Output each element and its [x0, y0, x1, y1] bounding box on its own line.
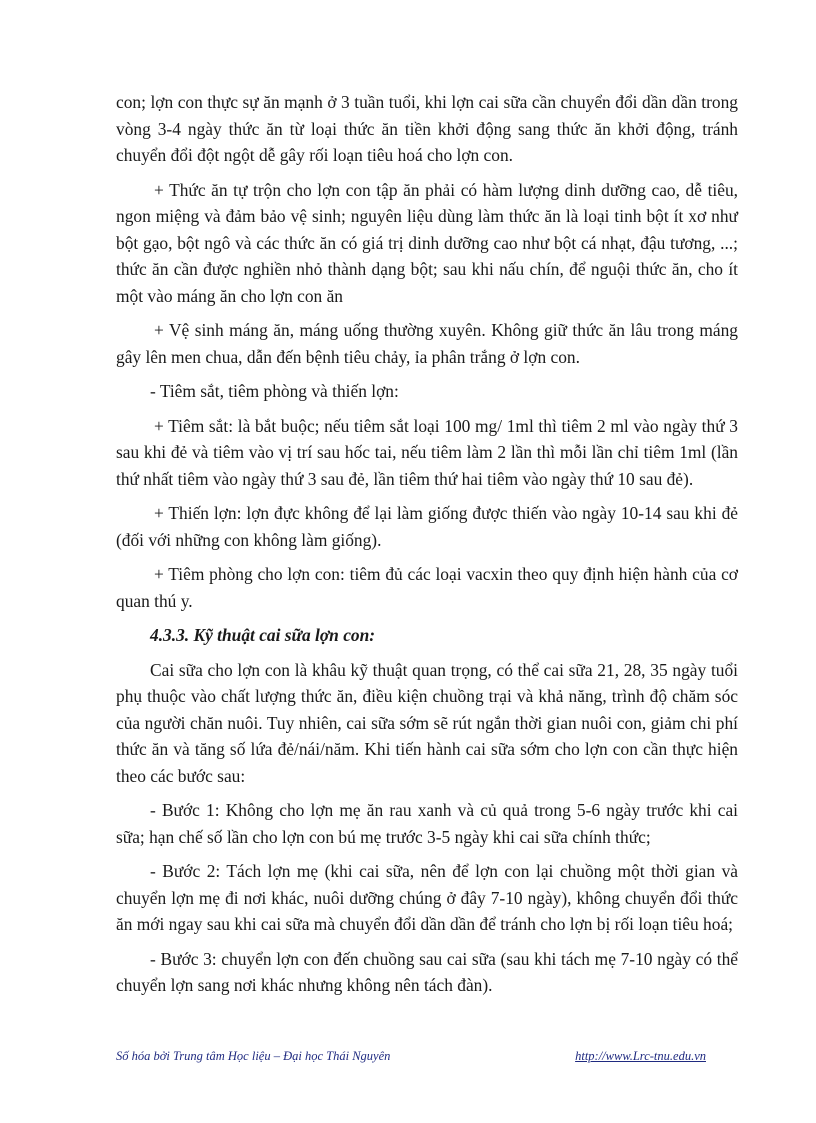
paragraph-iron-injection: + Tiêm sắt: là bắt buộc; nếu tiêm sắt loại 100 mg/ 1ml thì tiêm 2 ml vào ngày thứ 3 sau khi đẻ và tiêm vào vị trí sau hốc tai, nếu tiêm làm 2 lần thì mỗi lần chỉ tiêm 1ml (lần thứ nhất tiêm vào ngày thứ 3 sau đẻ, lần tiêm thứ hai tiêm vào ngày thứ 10 sau đẻ). — [116, 415, 738, 489]
paragraph-step-2: - Bước 2: Tách lợn mẹ (khi cai sữa, nên để lợn con lại chuồng một thời gian và chuyển lợn mẹ đi nơi khác, nuôi dưỡng chúng ở đây 7-10 ngày), không chuyển đổi thức ăn mới ngay sau khi cai sữa mà chuyển đổi dần dần để tránh cho lợn bị rối loạn tiêu hoá; — [116, 861, 738, 934]
paragraph-vaccination: + Tiêm phòng cho lợn con: tiêm đủ các loại vacxin theo quy định hiện hành của cơ quan thú y. — [116, 564, 738, 611]
section-heading: 4.3.3. Kỹ thuật cai sữa lợn con: — [150, 625, 376, 645]
paragraph-step-1: - Bước 1: Không cho lợn mẹ ăn rau xanh và củ quả trong 5-6 ngày trước khi cai sữa; hạn chế số lần cho lợn con bú mẹ trước 3-5 ngày khi cai sữa chính thức; — [116, 800, 738, 847]
page-footer — [116, 1049, 706, 1064]
paragraph-trough-hygiene: + Vệ sinh máng ăn, máng uống thường xuyên. Không giữ thức ăn lâu trong máng gây lên men chua, dẫn đến bệnh tiêu chảy, ỉa phân trắng ở lợn con. — [116, 320, 738, 367]
paragraph-step-3: - Bước 3: chuyển lợn con đến chuồng sau cai sữa (sau khi tách mẹ 7-10 ngày có thể chuyển lợn sang nơi khác nhưng không nên tách đàn). — [116, 948, 738, 995]
footer-link[interactable]: http://www.Lrc-tnu.edu.vn — [575, 1049, 706, 1063]
document-body — [116, 89, 738, 999]
paragraph-castration: + Thiến lợn: lợn đực không để lại làm giống được thiến vào ngày 10-14 sau khi đẻ (đối với những con không làm giống). — [116, 503, 738, 550]
paragraph-iron-vaccination-heading: - Tiêm sắt, tiêm phòng và thiến lợn: — [150, 381, 399, 401]
paragraph-homemade-feed: + Thức ăn tự trộn cho lợn con tập ăn phải có hàm lượng dinh dưỡng cao, dễ tiêu, ngon miệng và đảm bảo vệ sinh; nguyên liệu dùng làm thức ăn là loại tinh bột ít xơ như bột gạo, bột ngô và các thức ăn có giá trị dinh dưỡng cao như bột cá nhạt, đậu tương, ...; thức ăn cần được nghiền nhỏ thành dạng bột; sau khi nấu chín, để nguội thức ăn, cho ít một vào máng ăn cho lợn con ăn — [116, 179, 738, 306]
footer-source: Số hóa bởi Trung tâm Học liệu – Đại học Thái Nguyên — [116, 1049, 391, 1063]
paragraph-weaning-intro: Cai sữa cho lợn con là khâu kỹ thuật quan trọng, có thể cai sữa 21, 28, 35 ngày tuổi phụ thuộc vào chất lượng thức ăn, điều kiện chuồng trại và khả năng, trình độ chăm sóc của người chăn nuôi. Tuy nhiên, cai sữa sớm sẽ rút ngắn thời gian nuôi con, giảm chi phí thức ăn và tăng số lứa đẻ/nái/năm. Khi tiến hành cai sữa sớm cho lợn con cần thực hiện theo các bước sau: — [116, 659, 738, 786]
paragraph-feeding-transition: con; lợn con thực sự ăn mạnh ở 3 tuần tuổi, khi lợn cai sữa cần chuyển đổi dần dần trong vòng 3-4 ngày thức ăn từ loại thức ăn tiền khởi động sang thức ăn khởi động, tránh chuyển đổi đột ngột dễ gây rối loạn tiêu hoá cho lợn con. — [116, 92, 738, 165]
